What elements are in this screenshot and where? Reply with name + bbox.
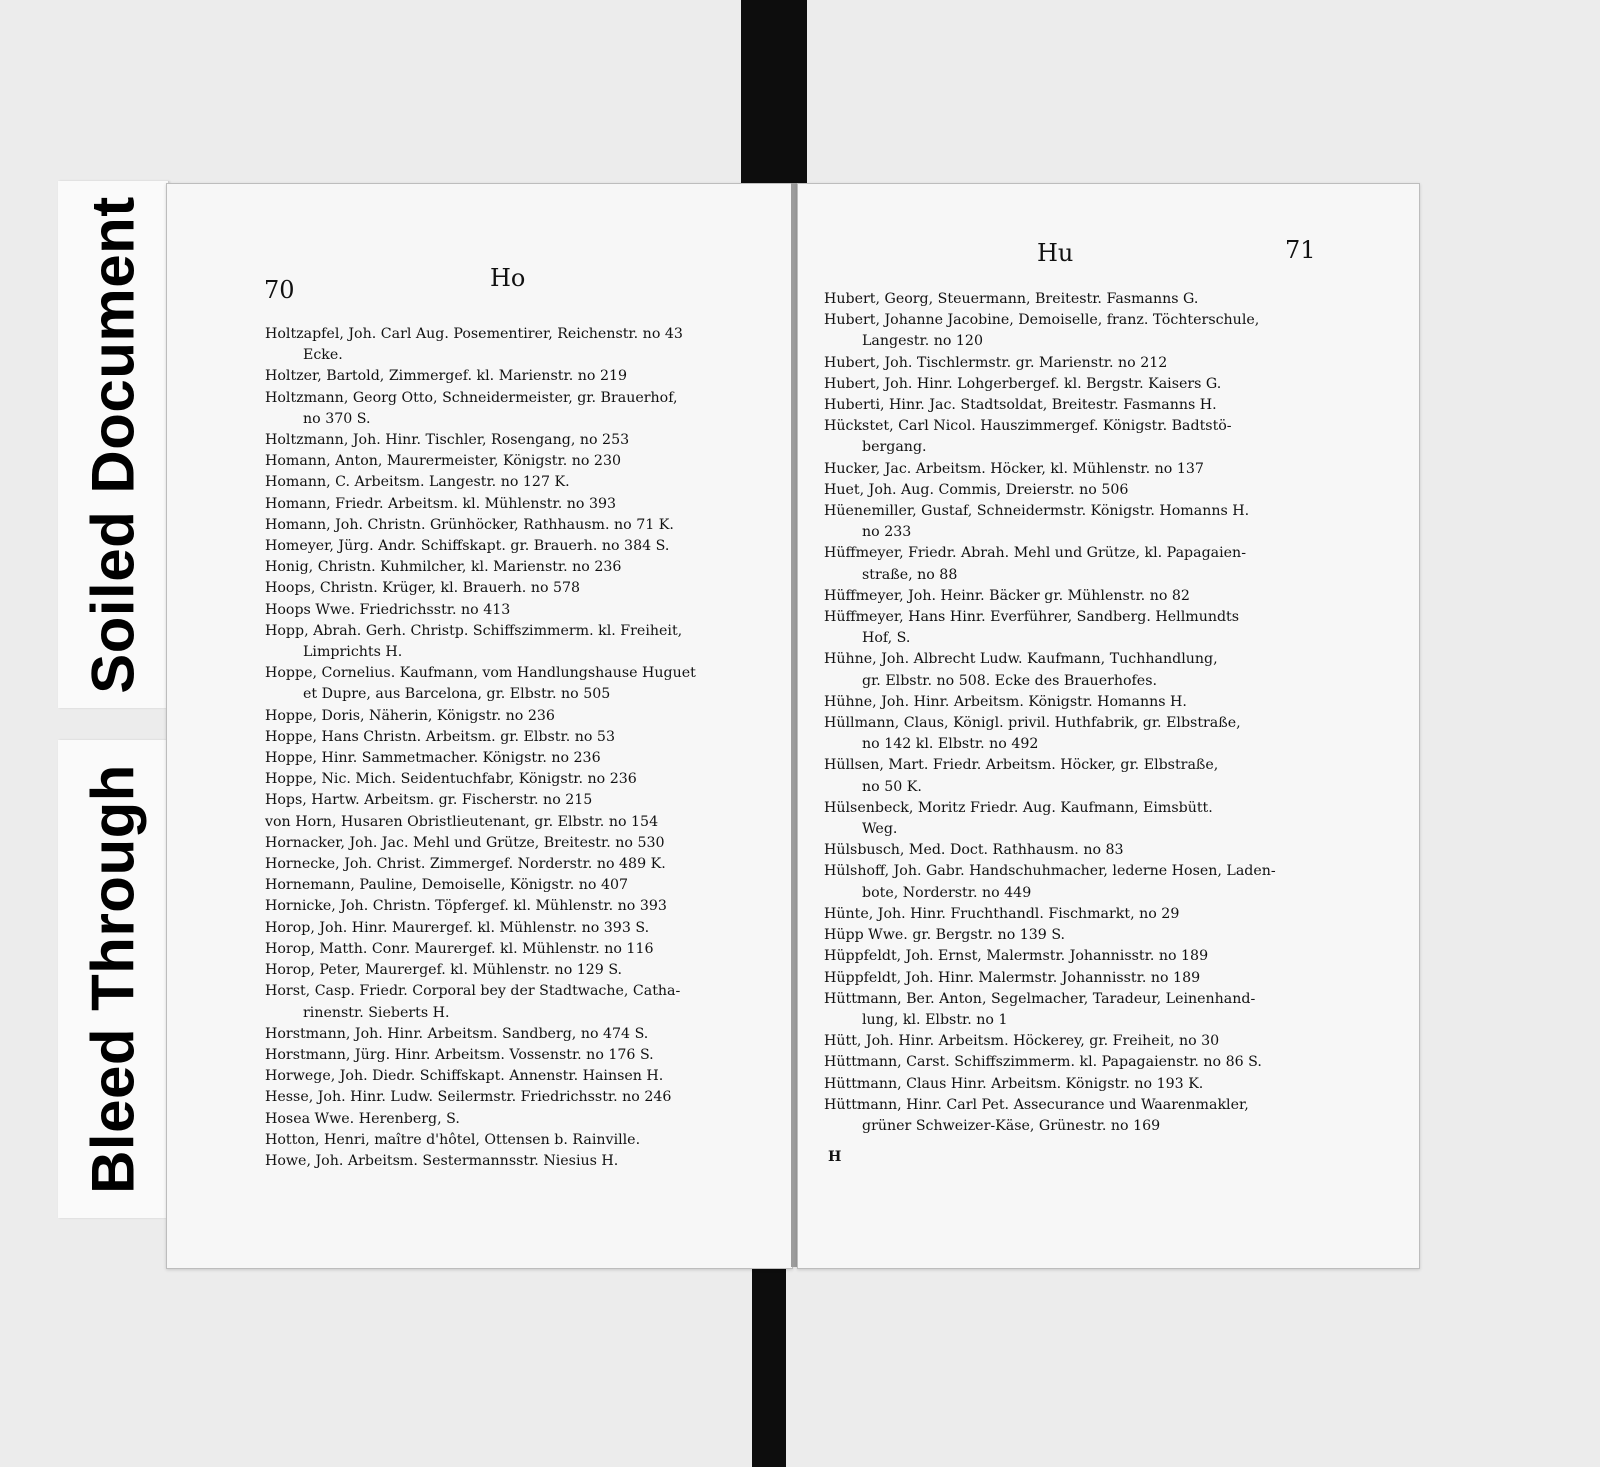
directory-entry <box>824 480 1319 501</box>
entry-line: Howe, Joh. Arbeitsm. Sestermannsstr. Niesius H. <box>265 1152 619 1169</box>
entry-line: Horst, Casp. Friedr. Corporal bey der Stadtwache, Catha- <box>265 983 681 1000</box>
entry-line: Hoops, Christn. Krüger, kl. Brauerh. no 578 <box>265 580 581 597</box>
directory-entry <box>265 600 765 621</box>
entry-line: Hucker, Jac. Arbeitsm. Höcker, kl. Mühlenstr. no 137 <box>824 460 1204 477</box>
directory-entry <box>265 1024 765 1045</box>
directory-entry <box>265 1087 765 1108</box>
entry-line: Horop, Matth. Conr. Maurergef. kl. Mühlenstr. no 116 <box>265 940 654 957</box>
directory-entry <box>824 607 1319 649</box>
directory-entry <box>824 946 1319 967</box>
entry-continuation: no 142 kl. Elbstr. no 492 <box>862 736 1039 753</box>
entry-line: Hülsenbeck, Moritz Friedr. Aug. Kaufmann, Eimsbütt. <box>824 799 1213 816</box>
entry-line: Hosea Wwe. Herenberg, S. <box>265 1110 460 1127</box>
entry-continuation: no 370 S. <box>303 410 371 427</box>
bleed-through-label: Bleed Through <box>79 764 147 1194</box>
right-page-number: 71 <box>1285 236 1316 264</box>
entry-line: Hoppe, Doris, Näherin, Königstr. no 236 <box>265 707 555 724</box>
entry-line: Homeyer, Jürg. Andr. Schiffskapt. gr. Brauerh. no 384 S. <box>265 538 670 555</box>
entry-line: Hoops Wwe. Friedrichsstr. no 413 <box>265 601 511 618</box>
directory-entry <box>824 395 1319 416</box>
entry-line: Hüffmeyer, Joh. Heinr. Bäcker gr. Mühlenstr. no 82 <box>824 587 1190 604</box>
directory-entry <box>265 1130 765 1151</box>
entry-line: Hüttmann, Carst. Schiffszimmerm. kl. Papagaienstr. no 86 S. <box>824 1054 1262 1071</box>
directory-entry <box>265 388 765 430</box>
entry-line: Hüllmann, Claus, Königl. privil. Huthfabrik, gr. Elbstraße, <box>824 715 1241 732</box>
directory-entry <box>265 769 765 790</box>
entry-line: von Horn, Husaren Obristlieutenant, gr. Elbstr. no 154 <box>265 813 659 830</box>
entry-line: Hoppe, Cornelius. Kaufmann, vom Handlungshause Huguet <box>265 665 696 682</box>
entry-continuation: bote, Norderstr. no 449 <box>862 884 1032 901</box>
directory-entry <box>824 840 1319 861</box>
directory-entry <box>265 536 765 557</box>
entry-line: Hubert, Joh. Tischlermstr. gr. Marienstr. no 212 <box>824 354 1168 371</box>
directory-entry <box>824 459 1319 480</box>
stray-letter: H <box>828 1149 842 1165</box>
entry-continuation: Ecke. <box>303 347 343 364</box>
directory-entry <box>265 918 765 939</box>
directory-entry <box>824 1095 1319 1137</box>
directory-entry <box>824 904 1319 925</box>
entry-line: Hüttmann, Hinr. Carl Pet. Assecurance und Waarenmakler, <box>824 1096 1249 1113</box>
entry-line: Hornemann, Pauline, Demoiselle, Königstr. no 407 <box>265 877 629 894</box>
entry-line: Hornacker, Joh. Jac. Mehl und Grütze, Breitestr. no 530 <box>265 834 665 851</box>
entry-line: Homann, Friedr. Arbeitsm. kl. Mühlenstr. no 393 <box>265 495 617 512</box>
directory-entry <box>265 1151 765 1172</box>
binding-strip-bottom <box>752 1258 786 1467</box>
entry-line: Hoppe, Hans Christn. Arbeitsm. gr. Elbstr. no 53 <box>265 728 615 745</box>
entry-continuation: Weg. <box>862 821 898 838</box>
soiled-document-tab <box>58 181 169 708</box>
directory-entry <box>824 374 1319 395</box>
entry-line: Horop, Peter, Maurergef. kl. Mühlenstr. no 129 S. <box>265 962 623 979</box>
binding-strip-top <box>741 0 807 188</box>
directory-entry <box>265 366 765 387</box>
entry-line: Hotton, Henri, maître d'hôtel, Ottensen b. Rainville. <box>265 1131 641 1148</box>
entry-line: Hülshoff, Joh. Gabr. Handschuhmacher, lederne Hosen, Laden- <box>824 863 1276 880</box>
directory-entry <box>824 968 1319 989</box>
entry-line: Horop, Joh. Hinr. Maurergef. kl. Mühlenstr. no 393 S. <box>265 919 650 936</box>
directory-entry <box>824 755 1319 797</box>
entry-line: Honig, Christn. Kuhmilcher, kl. Marienstr. no 236 <box>265 559 622 576</box>
directory-entry <box>824 713 1319 755</box>
left-page-header: Ho <box>490 264 526 292</box>
entry-line: Hüttmann, Ber. Anton, Segelmacher, Taradeur, Leinenhand- <box>824 990 1256 1007</box>
directory-entry <box>265 430 765 451</box>
entry-line: Hoppe, Nic. Mich. Seidentuchfabr, Königstr. no 236 <box>265 771 637 788</box>
directory-entry <box>265 981 765 1023</box>
directory-entry <box>824 416 1319 458</box>
entry-line: Homann, C. Arbeitsm. Langestr. no 127 K. <box>265 474 570 491</box>
directory-entry <box>824 1052 1319 1073</box>
right-entry-list <box>824 289 1319 1137</box>
entry-line: Homann, Joh. Christn. Grünhöcker, Rathhausm. no 71 K. <box>265 516 674 533</box>
entry-line: Hüttmann, Claus Hinr. Arbeitsm. Königstr. no 193 K. <box>824 1075 1204 1092</box>
directory-entry <box>824 543 1319 585</box>
directory-entry <box>265 472 765 493</box>
directory-entry <box>265 578 765 599</box>
directory-entry <box>824 1031 1319 1052</box>
directory-entry <box>265 833 765 854</box>
entry-continuation: no 50 K. <box>862 778 922 795</box>
entry-line: Holtzmann, Georg Otto, Schneidermeister, gr. Brauerhof, <box>265 389 678 406</box>
entry-continuation: gr. Elbstr. no 508. Ecke des Brauerhofes. <box>862 672 1157 689</box>
entry-line: Hühne, Joh. Hinr. Arbeitsm. Königstr. Homanns H. <box>824 693 1187 710</box>
directory-entry <box>265 812 765 833</box>
entry-line: Hoppe, Hinr. Sammetmacher. Königstr. no 236 <box>265 750 601 767</box>
directory-entry <box>265 515 765 536</box>
directory-entry <box>265 875 765 896</box>
entry-line: Hubert, Joh. Hinr. Lohgerbergef. kl. Bergstr. Kaisers G. <box>824 375 1222 392</box>
directory-entry <box>265 1045 765 1066</box>
directory-entry <box>824 925 1319 946</box>
entry-continuation: Langestr. no 120 <box>862 333 983 350</box>
entry-line: Holtzer, Bartold, Zimmergef. kl. Marienstr. no 219 <box>265 368 628 385</box>
soiled-document-label: Soiled Document <box>79 195 147 694</box>
left-entry-list <box>265 324 765 1172</box>
entry-line: Hesse, Joh. Hinr. Ludw. Seilermstr. Friedrichsstr. no 246 <box>265 1089 672 1106</box>
entry-line: Hubert, Johanne Jacobine, Demoiselle, franz. Töchterschule, <box>824 312 1260 329</box>
entry-line: Hüllsen, Mart. Friedr. Arbeitsm. Höcker, gr. Elbstraße, <box>824 757 1219 774</box>
directory-entry <box>265 1066 765 1087</box>
entry-line: Huberti, Hinr. Jac. Stadtsoldat, Breitestr. Fasmanns H. <box>824 397 1217 414</box>
directory-entry <box>265 451 765 472</box>
directory-entry <box>824 861 1319 903</box>
directory-entry <box>265 706 765 727</box>
right-page-header: Hu <box>1037 239 1074 267</box>
entry-continuation: lung, kl. Elbstr. no 1 <box>862 1011 1008 1028</box>
entry-line: Holtzapfel, Joh. Carl Aug. Posementirer, Reichenstr. no 43 <box>265 326 683 342</box>
directory-entry <box>824 1074 1319 1095</box>
entry-line: Hops, Hartw. Arbeitsm. gr. Fischerstr. no 215 <box>265 792 593 809</box>
entry-line: Hornicke, Joh. Christn. Töpfergef. kl. Mühlenstr. no 393 <box>265 898 667 915</box>
entry-line: Hüppfeldt, Joh. Ernst, Malermstr. Johannisstr. no 189 <box>824 948 1209 965</box>
directory-entry <box>265 494 765 515</box>
entry-continuation: no 233 <box>862 524 912 541</box>
entry-line: Hückstet, Carl Nicol. Hauszimmergef. Königstr. Badtstö- <box>824 418 1232 435</box>
directory-entry <box>265 748 765 769</box>
directory-entry <box>265 727 765 748</box>
entry-line: Hopp, Abrah. Gerh. Christp. Schiffszimmerm. kl. Freiheit, <box>265 622 683 639</box>
directory-entry <box>265 663 765 705</box>
entry-continuation: et Dupre, aus Barcelona, gr. Elbstr. no 505 <box>303 686 611 703</box>
directory-entry <box>265 939 765 960</box>
entry-line: Hüppfeldt, Joh. Hinr. Malermstr. Johannisstr. no 189 <box>824 969 1201 986</box>
entry-continuation: Limprichts H. <box>303 644 403 661</box>
directory-entry <box>824 989 1319 1031</box>
directory-entry <box>824 353 1319 374</box>
entry-line: Hühne, Joh. Albrecht Ludw. Kaufmann, Tuchhandlung, <box>824 651 1218 668</box>
directory-entry <box>824 289 1319 310</box>
directory-entry <box>265 324 765 366</box>
entry-line: Horwege, Joh. Diedr. Schiffskapt. Annenstr. Hainsen H. <box>265 1068 664 1085</box>
entry-line: Hüffmeyer, Friedr. Abrah. Mehl und Grütze, kl. Papagaien- <box>824 545 1246 562</box>
entry-continuation: straße, no 88 <box>862 566 958 583</box>
directory-entry <box>824 501 1319 543</box>
entry-line: Horstmann, Jürg. Hinr. Arbeitsm. Vossenstr. no 176 S. <box>265 1046 654 1063</box>
entry-line: Horstmann, Joh. Hinr. Arbeitsm. Sandberg, no 474 S. <box>265 1025 649 1042</box>
entry-line: Hütt, Joh. Hinr. Arbeitsm. Höckerey, gr. Freiheit, no 30 <box>824 1033 1220 1050</box>
directory-entry <box>824 310 1319 352</box>
entry-line: Holtzmann, Joh. Hinr. Tischler, Rosengang, no 253 <box>265 432 630 449</box>
directory-entry <box>824 586 1319 607</box>
entry-line: Hornecke, Joh. Christ. Zimmergef. Norderstr. no 489 K. <box>265 856 666 873</box>
entry-line: Hubert, Georg, Steuermann, Breitestr. Fasmanns G. <box>824 291 1199 307</box>
directory-entry <box>824 649 1319 691</box>
bleed-through-tab <box>58 740 169 1218</box>
entry-continuation: rinenstr. Sieberts H. <box>303 1004 450 1021</box>
right-page <box>797 183 1420 1269</box>
entry-line: Hünte, Joh. Hinr. Fruchthandl. Fischmarkt, no 29 <box>824 905 1180 922</box>
directory-entry <box>265 896 765 917</box>
directory-entry <box>265 790 765 811</box>
directory-entry <box>265 854 765 875</box>
directory-entry <box>265 557 765 578</box>
entry-line: Hüenemiller, Gustaf, Schneidermstr. Königstr. Homanns H. <box>824 503 1250 520</box>
entry-continuation: bergang. <box>862 439 927 456</box>
entry-continuation: grüner Schweizer-Käse, Grünestr. no 169 <box>862 1117 1161 1134</box>
entry-line: Homann, Anton, Maurermeister, Königstr. no 230 <box>265 453 622 470</box>
entry-line: Hüpp Wwe. gr. Bergstr. no 139 S. <box>824 927 1066 944</box>
directory-entry <box>265 1109 765 1130</box>
directory-entry <box>824 692 1319 713</box>
left-page <box>166 183 793 1269</box>
directory-entry <box>265 621 765 663</box>
entry-line: Huet, Joh. Aug. Commis, Dreierstr. no 506 <box>824 481 1129 498</box>
entry-continuation: Hof, S. <box>862 630 911 647</box>
entry-line: Hülsbusch, Med. Doct. Rathhausm. no 83 <box>824 842 1124 859</box>
directory-entry <box>265 960 765 981</box>
entry-line: Hüffmeyer, Hans Hinr. Everführer, Sandberg. Hellmundts <box>824 609 1240 626</box>
left-page-number: 70 <box>264 276 295 304</box>
directory-entry <box>824 798 1319 840</box>
